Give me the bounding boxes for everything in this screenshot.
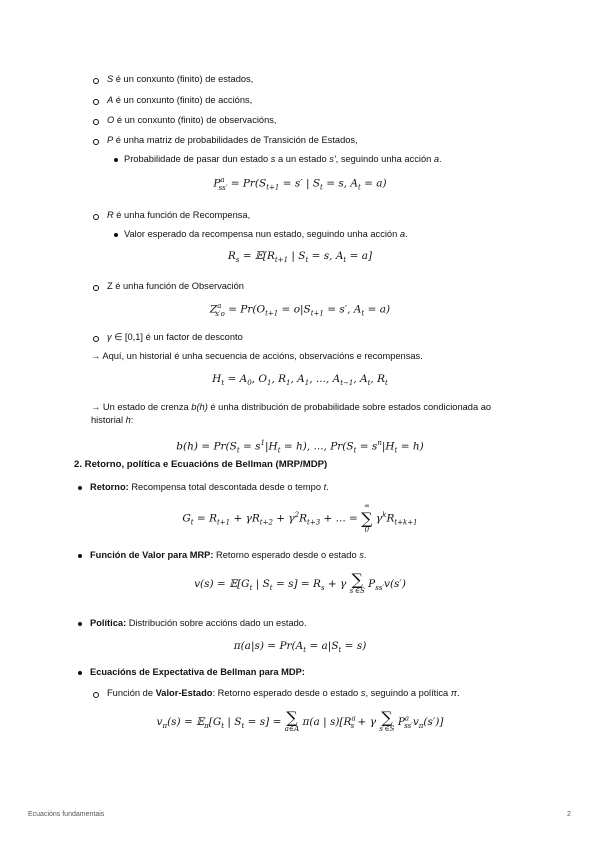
text: é un conxunto (finito) de observacións, [114,115,277,125]
text: Z é unha función de Observación [107,281,244,291]
bullet [78,554,82,558]
t: Función de Valor para MRP: [90,550,214,560]
t: b(h) [191,402,208,412]
t: Valor esperado da recompensa nun estado, seguindo unha acción [124,229,400,239]
t: Función de [107,688,156,698]
equation-belief: $b(h) = Pr(S_t = s^1|H_t = h)$, ..., $Pr(S_t = s^n|H_t = h)$ [176,439,424,455]
var: R [107,210,114,220]
retorno-line [90,481,329,494]
t: Distribución sobre accións dado un estado. [126,618,307,628]
eq-sym: b(h) = Pr(S [176,440,237,453]
footer-left: Ecuacións fundamentais [28,811,105,818]
t: s [270,154,276,164]
t: t [323,482,327,492]
eq-sym: G [182,512,191,525]
bullet [114,233,118,237]
t: π [450,688,457,698]
var: γ [107,332,112,342]
bellman-line [90,666,305,679]
belief-line-2 [91,414,133,427]
t: s [359,550,364,560]
eq-sym: P [213,177,221,190]
politica-line [90,617,307,630]
equation-reward: $R_s$ = $𝔼[R_{t+1}$ | $S_t = s$, $A_t = a$] [227,250,373,265]
t: : Retorno esperado desde o estado [212,688,361,698]
t: historial [91,415,126,425]
bullet [93,119,99,125]
t: Recompensa total descontada desde o tempo [128,482,324,492]
equation-history: $H_t = A_0$, $O_1$, $R_1$, $A_1$, ..., $A_{t-1}$, $A_t$, $R_t$ [212,373,388,388]
bullet [93,336,99,342]
equation-bellman: $v_\pi(s)$ = $𝔼_\pi[G_t$ | $S_t = s$] = ∑ a∈A π(a | $s)[R^a_s + \gamma$ ∑ s′∈S $P^a_{ss'}v_\pi(s')$] [156,708,444,733]
t: . [405,229,408,239]
equation-observation: $Z^a_{s'o} = Pr(O_{t+1} = o|S_{t+1} = s'$, $A_t = a$) [209,302,391,318]
var: S [107,74,114,84]
valor-estado-line [107,687,460,700]
page-number: 2 [567,811,571,818]
t: . [363,550,367,560]
t: é unha distribución de probabilidade sobre estados condicionada ao [207,402,492,412]
bullet [78,622,82,626]
bullet [78,486,82,490]
equation-value: $v(s) = 𝔼[G_t$ | $S_t = s] = R_s + \gamma$ ∑ s′∈S $P_{ss'}v(s')$ [194,570,406,595]
eq-sym: R [227,250,236,262]
history-line: → Aquí, un historial é unha secuencia de accións, observacións e recompensas. [91,351,423,361]
t: s [360,688,366,698]
bullet [78,671,82,675]
equation-policy: $\pi(a|s) = Pr(A_t = a|S_t = s)$ [233,640,367,655]
t: . [456,688,460,698]
t: a [433,154,440,164]
bullet [93,139,99,145]
text: é unha función de Recompensa, [113,210,251,220]
list-item-r [107,209,250,222]
t: Ecuacións de Expectativa de Bellman para MDP: [90,667,305,677]
t: → Un estado de crenza [91,402,192,412]
list-item-a [107,94,252,107]
t: Política: [90,618,127,628]
t: : [130,415,134,425]
t: a un estado [275,154,330,164]
text: ∈ [0,1] é un factor de desconto [111,332,243,342]
t: , seguindo unha acción [335,154,434,164]
eq-sym: π(a|s) = Pr(A [233,640,304,652]
bullet [114,158,118,162]
t: , seguindo a política [365,688,451,698]
bullet [93,214,99,220]
list-item-s [107,73,253,86]
bullet [93,99,99,105]
equation-return: $G_t = R_{t+1} + \gamma R_{t+2} + \gamma^2R_{t+3}$ + ... = ∞ ∑ 0 $\gamma^kR_{t+k+1}$ [182,502,418,534]
text: é un conxunto (finito) de accións, [113,95,253,105]
bullet [93,692,99,698]
var: P [107,135,114,145]
t: a [399,229,406,239]
list-item-z [107,280,244,293]
eq-sym: H [212,373,222,385]
var: A [107,95,114,105]
list-item-p [107,134,358,147]
bullet [93,78,99,84]
t: h [125,415,131,425]
equation-transition: $P^a_{ss'} = Pr(S_{t+1} = s'$ | $S_t = s$, $A_t = a$) [213,176,387,192]
t: Retorno: [90,482,129,492]
list-item-gamma [107,331,243,344]
text: é un conxunto (finito) de estados, [113,74,254,84]
eq-sym: v(s) = 𝔼[G [194,578,250,590]
list-item-o [107,114,277,127]
t: Valor-Estado [155,688,213,698]
t: Probabilidade de pasar dun estado [124,154,271,164]
list-item-p-sub [124,153,442,166]
eq-sym: v [156,716,163,728]
bullet [93,285,99,291]
var: O [107,115,115,125]
t: s' [329,154,336,164]
section-heading: 2. Retorno, política e Ecuacións de Bellman (MRP/MDP) [74,459,328,470]
valor-line [90,549,366,562]
t: Retorno esperado desde o estado [213,550,360,560]
list-item-r-sub [124,228,408,241]
belief-line-1 [91,401,491,414]
eq-sym: Z [209,303,218,316]
t: . [439,154,442,164]
text: é unha matriz de probabilidades de Transición de Estados, [113,135,358,145]
t: . [326,482,329,492]
